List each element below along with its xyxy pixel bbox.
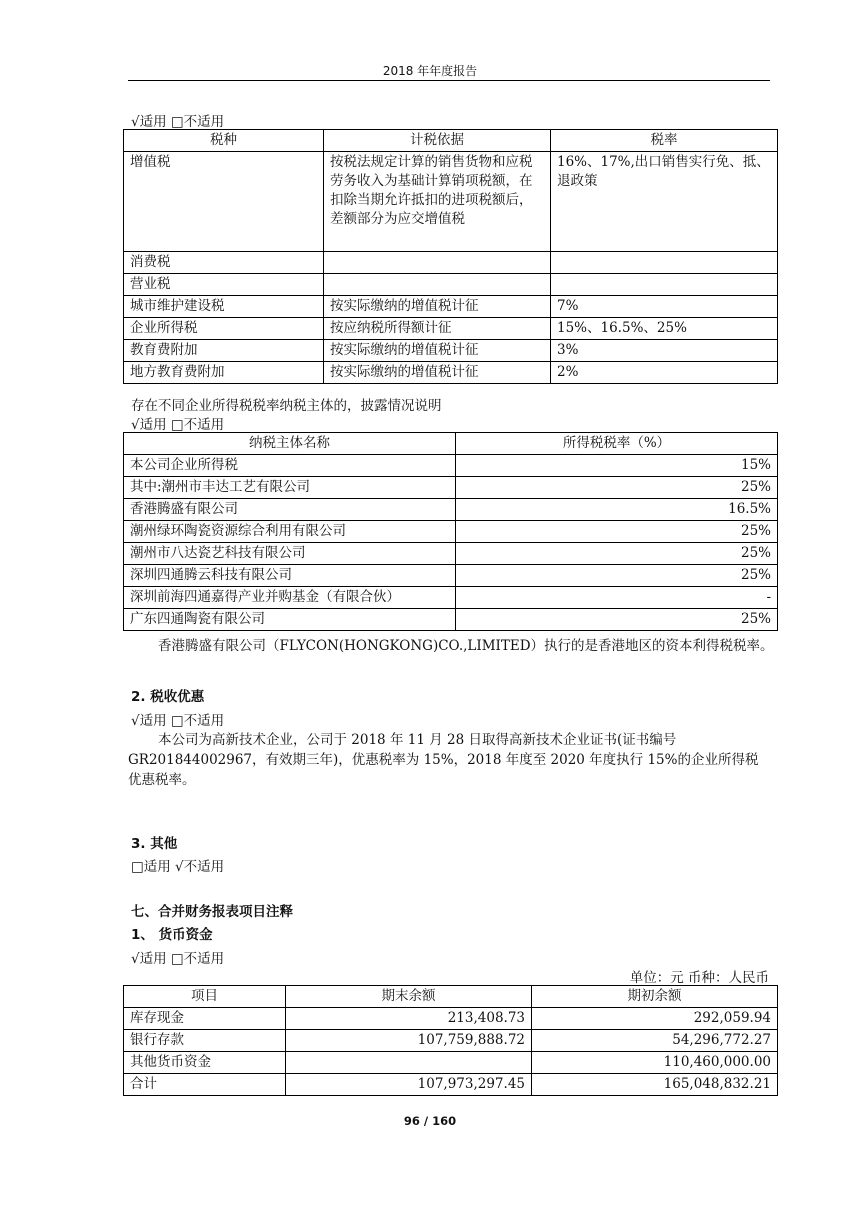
entity-header-name: 纳税主体名称 <box>124 433 456 455</box>
table-row <box>124 274 778 296</box>
table-row <box>124 499 778 521</box>
tax-type-cell: 企业所得税 <box>124 318 324 340</box>
cash-item-cell: 其他货币资金 <box>124 1052 286 1074</box>
page-header-title: 2018 年年度报告 <box>382 64 478 78</box>
table-row <box>124 152 778 252</box>
table-row <box>124 543 778 565</box>
cash-item-cell: 库存现金 <box>124 1008 286 1030</box>
tax-rate-cell: 16%、17%,出口销售实行免、抵、退政策 <box>551 152 778 252</box>
tax-rate-cell: 7% <box>551 296 778 318</box>
table-row <box>124 362 778 384</box>
cash-closing-cell: 107,759,888.72 <box>286 1030 532 1052</box>
tax-type-cell: 城市维护建设税 <box>124 296 324 318</box>
cash-table-header <box>124 986 778 1008</box>
tax-type-cell: 教育费附加 <box>124 340 324 362</box>
tax-rate-cell: 15%、16.5%、25% <box>551 318 778 340</box>
tax-type-cell: 地方教育费附加 <box>124 362 324 384</box>
header-divider <box>128 80 770 81</box>
cash-opening-cell: 292,059.94 <box>532 1008 778 1030</box>
tax-basis-cell: 按应纳税所得额计征 <box>324 318 551 340</box>
entity-applicability: √适用 □不适用 <box>131 417 225 433</box>
table-row <box>124 587 778 609</box>
entity-header-rate: 所得税税率（%） <box>456 433 778 455</box>
table-row <box>124 340 778 362</box>
tax-rate-cell: 2% <box>551 362 778 384</box>
entity-rate-cell: 25% <box>456 609 778 631</box>
entity-name-cell: 深圳前海四通嘉得产业并购基金（有限合伙） <box>124 587 456 609</box>
tax-rate-cell: 3% <box>551 340 778 362</box>
table-row <box>124 609 778 631</box>
cash-table <box>123 985 778 1096</box>
entity-name-cell: 本公司企业所得税 <box>124 455 456 477</box>
table-row <box>124 296 778 318</box>
tax-table <box>123 129 778 384</box>
cash-applicability: √适用 □不适用 <box>131 951 225 967</box>
tax-basis-cell <box>324 274 551 296</box>
table-row <box>124 477 778 499</box>
preference-text-line: GR201844002967，有效期三年)，优惠税率为 15%，2018 年度至 2020 年度执行 15%的企业所得税 <box>128 752 759 768</box>
tax-table-header <box>124 130 778 152</box>
entity-name-cell: 深圳四通腾云科技有限公司 <box>124 565 456 587</box>
tax-header-basis: 计税依据 <box>324 130 551 152</box>
entity-name-cell: 潮州市八达瓷艺科技有限公司 <box>124 543 456 565</box>
tax-basis-cell: 按实际缴纳的增值税计征 <box>324 340 551 362</box>
cash-opening-cell: 110,460,000.00 <box>532 1052 778 1074</box>
cash-closing-cell: 107,973,297.45 <box>286 1074 532 1096</box>
preference-heading: 2. 税收优惠 <box>131 689 205 705</box>
entity-rate-cell: 15% <box>456 455 778 477</box>
cash-header-closing: 期末余额 <box>286 986 532 1008</box>
tax-basis-cell: 按实际缴纳的增值税计征 <box>324 296 551 318</box>
entity-rate-cell: 25% <box>456 565 778 587</box>
cash-subheading: 1、 货币资金 <box>131 927 213 943</box>
tax-rate-cell <box>551 274 778 296</box>
cash-opening-cell: 165,048,832.21 <box>532 1074 778 1096</box>
tax-basis-cell <box>324 252 551 274</box>
tax-header-rate: 税率 <box>551 130 778 152</box>
cash-opening-cell: 54,296,772.27 <box>532 1030 778 1052</box>
page-number: 96 / 160 <box>403 1114 457 1128</box>
preference-text-line: 本公司为高新技术企业，公司于 2018 年 11 月 28 日取得高新技术企业证书(证书编号 <box>158 732 677 748</box>
tax-type-cell: 增值税 <box>124 152 324 252</box>
entity-name-cell: 潮州绿环陶瓷资源综合利用有限公司 <box>124 521 456 543</box>
cash-header-opening: 期初余额 <box>532 986 778 1008</box>
table-row <box>124 565 778 587</box>
cash-item-cell: 合计 <box>124 1074 286 1096</box>
tax-basis-cell: 按税法规定计算的销售货物和应税劳务收入为基础计算销项税额，在扣除当期允许抵扣的进项税额后，差额部分为应交增值税 <box>324 152 551 252</box>
preference-applicability: √适用 □不适用 <box>131 713 225 729</box>
table-row <box>124 1030 778 1052</box>
cash-closing-cell: 213,408.73 <box>286 1008 532 1030</box>
entity-rate-cell: 25% <box>456 477 778 499</box>
entity-rate-cell: 16.5% <box>456 499 778 521</box>
tax-applicability: √适用 □不适用 <box>131 114 225 130</box>
entity-rate-cell: 25% <box>456 521 778 543</box>
entity-name-cell: 其中:潮州市丰达工艺有限公司 <box>124 477 456 499</box>
tax-rate-cell <box>551 252 778 274</box>
table-row <box>124 1074 778 1096</box>
preference-text-line: 优惠税率。 <box>128 772 196 788</box>
entity-table-header <box>124 433 778 455</box>
tax-type-cell: 营业税 <box>124 274 324 296</box>
table-row <box>124 318 778 340</box>
entity-rate-cell: - <box>456 587 778 609</box>
cash-closing-cell <box>286 1052 532 1074</box>
table-row <box>124 252 778 274</box>
table-row <box>124 521 778 543</box>
tax-basis-cell: 按实际缴纳的增值税计征 <box>324 362 551 384</box>
unit-label: 单位：元 币种：人民币 <box>629 970 769 986</box>
entity-rate-cell: 25% <box>456 543 778 565</box>
cash-item-cell: 银行存款 <box>124 1030 286 1052</box>
table-row <box>124 1052 778 1074</box>
other-heading: 3. 其他 <box>131 836 178 852</box>
other-applicability: □适用 √不适用 <box>131 859 225 875</box>
entity-name-cell: 香港腾盛有限公司 <box>124 499 456 521</box>
table-row <box>124 455 778 477</box>
notes-heading: 七、合并财务报表项目注释 <box>131 904 293 920</box>
tax-type-cell: 消费税 <box>124 252 324 274</box>
entity-name-cell: 广东四通陶瓷有限公司 <box>124 609 456 631</box>
table-row <box>124 1008 778 1030</box>
tax-header-type: 税种 <box>124 130 324 152</box>
cash-header-item: 项目 <box>124 986 286 1008</box>
entity-table <box>123 432 778 631</box>
entity-intro: 存在不同企业所得税税率纳税主体的，披露情况说明 <box>131 398 442 414</box>
entity-note: 香港腾盛有限公司（FLYCON(HONGKONG)CO.,LIMITED）执行的是香港地区的资本利得税税率。 <box>158 638 774 654</box>
